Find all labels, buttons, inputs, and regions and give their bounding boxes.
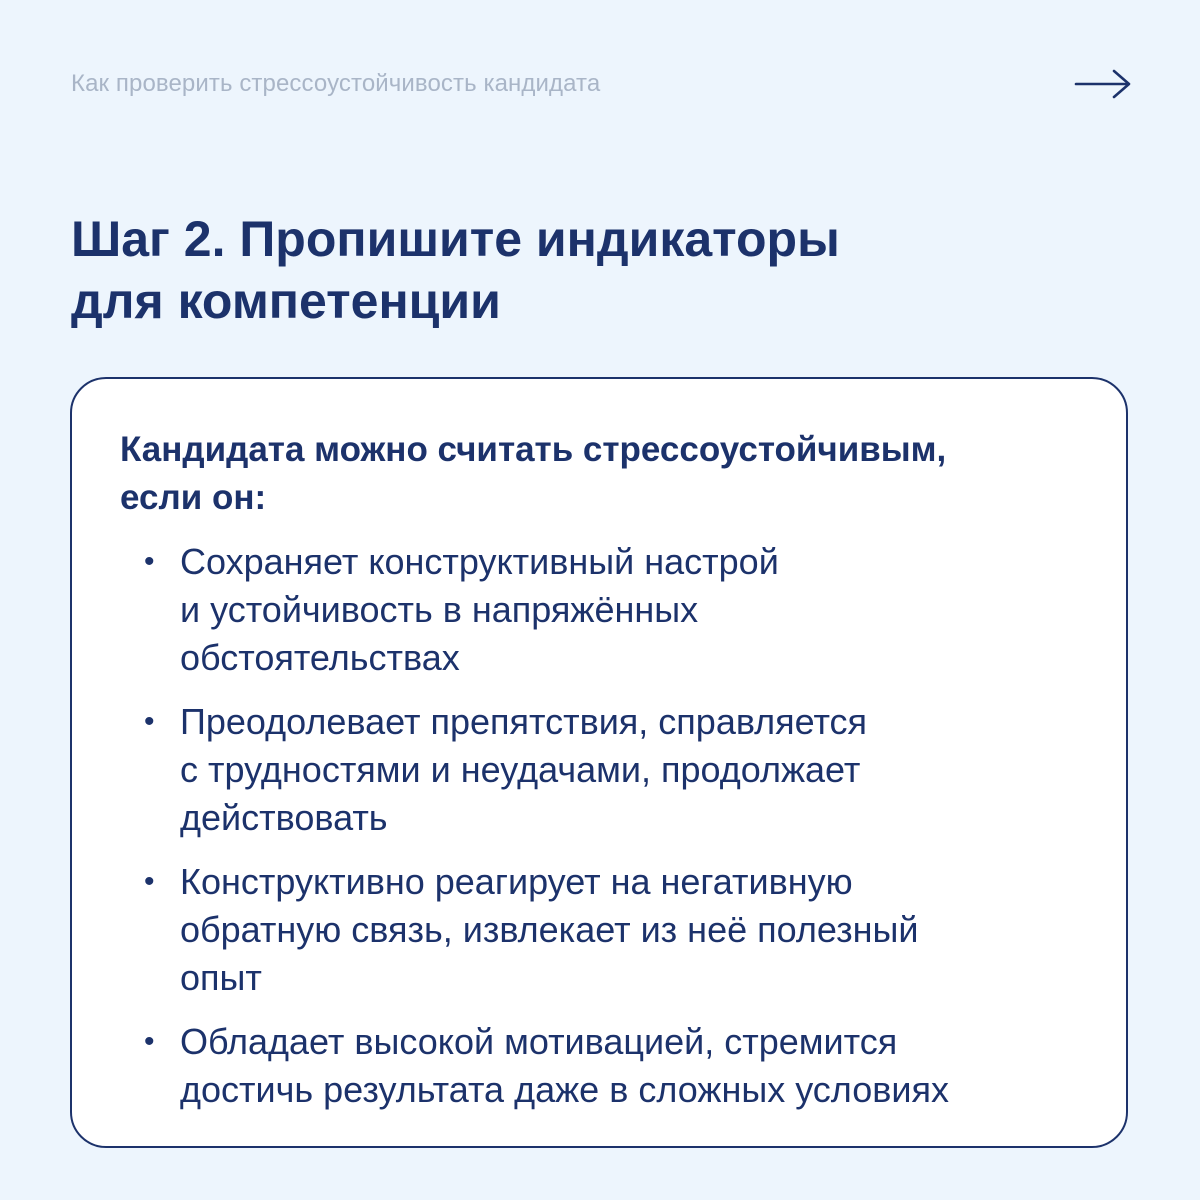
arrow-right-icon[interactable] <box>1074 66 1132 102</box>
topic-label: Как проверить стрессоустойчивость кандидата <box>71 70 601 97</box>
indicators-card <box>70 377 1128 1148</box>
card-intro-line: если он: <box>120 478 267 517</box>
page-title <box>71 208 1071 332</box>
list-item <box>120 1018 1080 1114</box>
list-item-line: Преодолевает препятствия, справляется <box>180 701 868 742</box>
list-item-line: обстоятельствах <box>180 637 460 678</box>
list-item-line: и устойчивость в напряжённых <box>180 589 699 630</box>
bullet-icon: • <box>144 545 155 578</box>
list-item <box>120 538 1080 682</box>
bullet-icon: • <box>144 705 155 738</box>
list-item-line: Конструктивно реагирует на негативную <box>180 861 853 902</box>
list-item <box>120 698 1080 842</box>
list-item-line: с трудностями и неудачами, продолжает <box>180 749 861 790</box>
bullet-icon: • <box>144 865 155 898</box>
list-item-line: действовать <box>180 797 388 838</box>
bullet-icon: • <box>144 1025 155 1058</box>
list-item-line: Обладает высокой мотивацией, стремится <box>180 1021 898 1062</box>
list-item-line: Сохраняет конструктивный настрой <box>180 541 779 582</box>
list-item-line: опыт <box>180 957 262 998</box>
page-title-line: Шаг 2. Пропишите индикаторы <box>71 211 840 267</box>
list-item-line: достичь результата даже в сложных условиях <box>180 1069 949 1110</box>
list-item-line: обратную связь, извлекает из неё полезный <box>180 909 919 950</box>
card-intro <box>120 426 1080 522</box>
indicator-list <box>120 538 1080 1130</box>
page-title-line: для компетенции <box>71 273 501 329</box>
list-item <box>120 858 1080 1002</box>
card-intro-line: Кандидата можно считать стрессоустойчивым, <box>120 430 947 469</box>
